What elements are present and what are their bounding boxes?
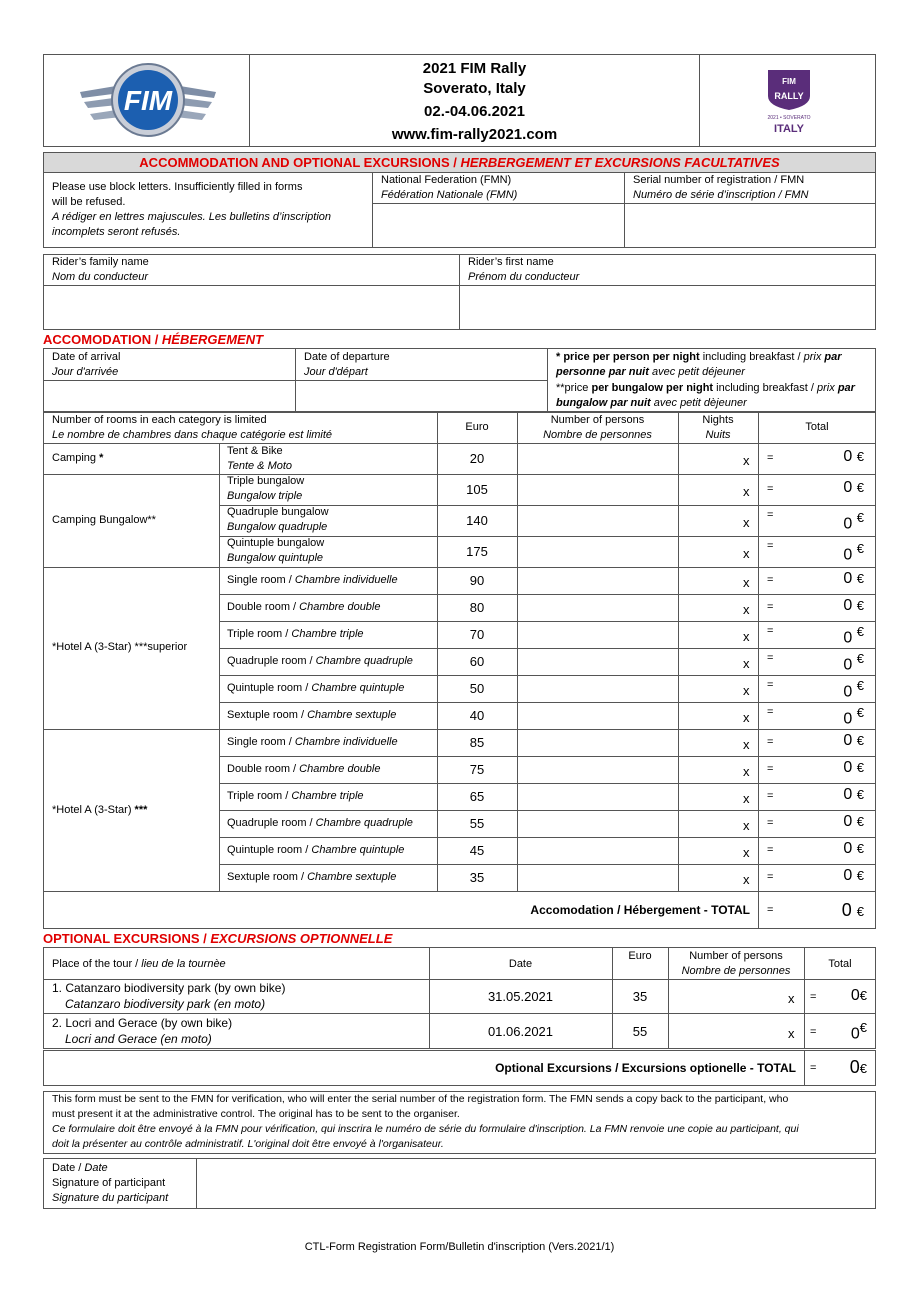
row-total: 0 € [843, 570, 864, 587]
mult-sign: x [743, 818, 750, 833]
col-nights-fr: Nuits [705, 429, 731, 441]
mult-sign: x [743, 764, 750, 779]
equals-sign: = [767, 817, 774, 829]
mult-sign: x [743, 575, 750, 590]
row-label: Triple bungalow [227, 475, 305, 487]
row-label: Double room / Chambre double [227, 763, 381, 775]
rally-logo-small: 2021 • SOVERATO [767, 115, 811, 121]
excursion-date: 31.05.2021 [487, 989, 554, 1004]
row-price: 45 [469, 843, 485, 858]
row-price: 140 [466, 513, 488, 528]
col-date: Date [508, 958, 533, 970]
note-en-2: must present it at the administrative control. The original has to be sent to the organiser. [52, 1108, 460, 1120]
family-name-label-fr: Nom du conducteur [52, 271, 148, 283]
col-persons: Number of persons [550, 414, 645, 426]
fmn-label: National Federation (FMN) [381, 174, 512, 186]
group-hotel-a: *Hotel A (3-Star) *** [52, 804, 148, 816]
serial-label-fr: Numéro de série d’inscription / FMN [633, 189, 809, 201]
event-website[interactable]: www.fim-rally2021.com [391, 126, 558, 143]
col-persons-fr: Nombre de personnes [543, 429, 652, 441]
mult-sign: x [788, 1026, 795, 1041]
first-name-label: Rider’s first name [468, 256, 554, 268]
row-price: 90 [469, 573, 485, 588]
col-total: Total [805, 421, 829, 433]
excursion-label: 1. Catanzaro biodiversity park (by own bike) [52, 981, 286, 995]
equals-sign: = [767, 452, 774, 464]
equals-sign: = [767, 540, 774, 552]
date-label: Date / Date [52, 1162, 108, 1174]
excursion-persons-field[interactable] [669, 1014, 783, 1048]
signature-field[interactable] [197, 1159, 875, 1208]
equals-sign: = [767, 625, 774, 637]
excursion-total: 0€ [850, 987, 867, 1004]
row-total: 0 € [843, 732, 864, 749]
event-title: 2021 FIM Rally [422, 60, 527, 77]
row-price: 85 [469, 735, 485, 750]
equals-sign: = [767, 509, 774, 521]
fim-logo-text: FIM [123, 85, 173, 116]
row-label: Single room / Chambre individuelle [227, 574, 398, 586]
mult-sign: x [743, 737, 750, 752]
persons-field[interactable] [518, 865, 678, 891]
persons-field[interactable] [518, 811, 678, 837]
family-name-field[interactable] [44, 286, 459, 329]
equals-sign: = [810, 1062, 817, 1074]
persons-field[interactable] [518, 838, 678, 864]
row-total: 0 € [843, 651, 864, 674]
arrival-label-fr: Jour d'arrivée [52, 366, 119, 378]
mult-sign: x [743, 453, 750, 468]
persons-field[interactable] [518, 444, 678, 474]
row-price: 75 [469, 762, 485, 777]
group-hotel-superior: *Hotel A (3-Star) ***superior [52, 641, 188, 653]
departure-label: Date of departure [304, 351, 390, 363]
row-total: 0 € [843, 597, 864, 614]
departure-field[interactable] [296, 381, 547, 411]
equals-sign: = [767, 483, 774, 495]
equals-sign: = [767, 904, 774, 916]
persons-field[interactable] [518, 622, 678, 648]
excursion-label: 2. Locri and Gerace (by own bike) [52, 1016, 233, 1030]
col-persons: Number of persons [689, 950, 783, 962]
row-label: Sextuple room / Chambre sextuple [227, 709, 397, 721]
persons-field[interactable] [518, 757, 678, 783]
row-label-fr: Tente & Moto [227, 460, 293, 472]
signature-label: Signature of participant [52, 1177, 166, 1189]
row-price: 55 [469, 816, 485, 831]
equals-sign: = [767, 763, 774, 775]
rally-logo-country: ITALY [774, 123, 804, 135]
row-label-fr: Bungalow quadruple [227, 521, 328, 533]
row-price: 65 [469, 789, 485, 804]
row-label: Triple room / Chambre triple [227, 628, 364, 640]
page-footer: CTL-Form Registration Form/Bulletin d'inscription (Vers.2021/1) [304, 1241, 615, 1253]
fim-logo [78, 62, 218, 138]
persons-field[interactable] [518, 475, 678, 505]
accommodation-total-value: 0 € [841, 900, 864, 920]
row-total: 0 € [843, 759, 864, 776]
departure-label-fr: Jour d'départ [304, 366, 368, 378]
row-label-fr: Bungalow triple [227, 490, 303, 502]
instructions-en-1: Please use block letters. Insufficiently filled in forms [52, 181, 303, 193]
mult-sign: x [743, 656, 750, 671]
excursion-label-fr: Locri and Gerace (en moto) [65, 1032, 212, 1046]
row-label: Quintuple room / Chambre quintuple [227, 682, 405, 694]
row-price: 35 [469, 870, 485, 885]
accommodation-title: ACCOMODATION / HÉBERGEMENT [43, 332, 264, 347]
row-total: 0 € [843, 813, 864, 830]
row-price: 60 [469, 654, 485, 669]
price-note-person: * price per person per night including breakfast / prix par [556, 351, 842, 363]
equals-sign: = [767, 706, 774, 718]
limit-note-fr: Le nombre de chambres dans chaque catégorie est limité [52, 429, 333, 441]
row-label: Quintuple bungalow [227, 537, 325, 549]
row-price: 40 [469, 708, 485, 723]
row-total: 0 € [843, 510, 864, 533]
equals-sign: = [767, 871, 774, 883]
col-persons-fr: Nombre de personnes [681, 965, 791, 977]
row-label: Quadruple room / Chambre quadruple [227, 817, 413, 829]
excursion-date: 01.06.2021 [487, 1024, 554, 1039]
row-total: 0 € [843, 479, 864, 496]
mult-sign: x [743, 546, 750, 561]
fmn-label-fr: Fédération Nationale (FMN) [381, 189, 518, 201]
col-euro: Euro [465, 421, 489, 433]
note-fr-2: doit la présenter au contrôle administratif. L'original doit être envoyé à l'organisateur. [52, 1138, 444, 1150]
persons-field[interactable] [518, 537, 678, 567]
price-note-bungalow-2: bungalow par nuit avec petit dèjeuner [556, 397, 747, 409]
persons-field[interactable] [518, 506, 678, 536]
family-name-label: Rider’s family name [52, 256, 149, 268]
row-total: 0 € [843, 624, 864, 647]
rally-logo-mid: RALLY [774, 91, 804, 101]
instructions-en-2: will be refused. [52, 196, 126, 208]
persons-field[interactable] [518, 649, 678, 675]
col-place: Place of the tour / lieu de la tournèe [52, 958, 226, 970]
row-price: 50 [469, 681, 485, 696]
note-en-1: This form must be sent to the FMN for verification, who will enter the serial number of the registration form. The FMN sends a copy back to the participant, who [52, 1093, 789, 1105]
persons-field[interactable] [518, 676, 678, 702]
row-total: 0 € [843, 786, 864, 803]
section-title: ACCOMMODATION AND OPTIONAL EXCURSIONS / HERBERGEMENT ET EXCURSIONS FACULTATIVES [139, 155, 780, 170]
signature-label-fr: Signature du participant [52, 1192, 169, 1204]
row-price: 20 [469, 451, 485, 466]
row-total: 0 € [843, 840, 864, 857]
row-total: 0 € [843, 541, 864, 564]
note-fr-1: Ce formulaire doit être envoyé à la FMN pour vérification, qui inscrira le numéro de série du formulaire d'inscription. La FMN renvoie une copie au participant, qui [52, 1123, 799, 1135]
excursion-total: 0€ [850, 1020, 867, 1043]
first-name-field[interactable] [460, 286, 875, 329]
price-note-bungalow: **price per bungalow per night including breakfast / prix par [556, 382, 855, 394]
persons-field[interactable] [518, 568, 678, 594]
equals-sign: = [810, 1026, 817, 1038]
limit-note: Number of rooms in each category is limited [52, 414, 267, 426]
persons-field[interactable] [518, 730, 678, 756]
excursions-total-value: 0€ [849, 1057, 867, 1077]
row-label: Double room / Chambre double [227, 601, 381, 613]
first-name-label-fr: Prénom du conducteur [468, 271, 580, 283]
mult-sign: x [743, 484, 750, 499]
event-location: Soverato, Italy [423, 80, 526, 97]
equals-sign: = [810, 991, 817, 1003]
row-total: 0 € [843, 867, 864, 884]
arrival-field[interactable] [44, 381, 295, 411]
price-note-person-2: personne par nuit avec petit déjeuner [556, 366, 745, 378]
mult-sign: x [743, 515, 750, 530]
persons-field[interactable] [518, 784, 678, 810]
equals-sign: = [767, 679, 774, 691]
equals-sign: = [767, 574, 774, 586]
row-label: Tent & Bike [227, 445, 283, 457]
event-dates: 02.-04.06.2021 [424, 103, 525, 120]
mult-sign: x [743, 845, 750, 860]
mult-sign: x [743, 683, 750, 698]
row-label: Sextuple room / Chambre sextuple [227, 871, 397, 883]
equals-sign: = [767, 601, 774, 613]
excursion-price: 55 [632, 1024, 648, 1039]
col-total: Total [828, 958, 852, 970]
row-label: Triple room / Chambre triple [227, 790, 364, 802]
excursion-persons-field[interactable] [669, 980, 783, 1013]
row-label-fr: Bungalow quintuple [227, 552, 324, 564]
mult-sign: x [788, 991, 795, 1006]
col-euro: Euro [628, 950, 652, 962]
group-bungalow: Camping Bungalow** [52, 514, 156, 526]
row-label: Quadruple bungalow [227, 506, 329, 518]
mult-sign: x [743, 629, 750, 644]
equals-sign: = [767, 844, 774, 856]
equals-sign: = [767, 790, 774, 802]
serial-label: Serial number of registration / FMN [633, 174, 805, 186]
col-nights: Nights [702, 414, 734, 426]
row-label: Quintuple room / Chambre quintuple [227, 844, 405, 856]
row-total: 0 € [843, 678, 864, 701]
instructions-fr-1: A rédiger en lettres majuscules. Les bulletins d’inscription [52, 211, 332, 223]
excursions-total-label: Optional Excursions / Excursions optionelle - TOTAL [495, 1061, 796, 1075]
group-camping: Camping * [52, 452, 104, 464]
persons-field[interactable] [518, 595, 678, 621]
row-total: 0 € [843, 448, 864, 465]
rally-logo [758, 66, 820, 138]
row-price: 70 [469, 627, 485, 642]
mult-sign: x [743, 872, 750, 887]
accommodation-total-label: Accomodation / Hébergement - TOTAL [530, 903, 750, 917]
fmn-field[interactable] [373, 204, 624, 247]
serial-field[interactable] [625, 204, 875, 247]
excursion-label-fr: Catanzaro biodiversity park (en moto) [65, 997, 266, 1011]
excursions-title: OPTIONAL EXCURSIONS / EXCURSIONS OPTIONNELLE [43, 931, 393, 946]
row-total: 0 € [843, 705, 864, 728]
rally-logo-top: FIM [782, 77, 796, 86]
persons-field[interactable] [518, 703, 678, 729]
row-price: 80 [469, 600, 485, 615]
mult-sign: x [743, 602, 750, 617]
instructions-fr-2: incomplets seront refusés. [52, 226, 181, 238]
row-price: 105 [466, 482, 488, 497]
excursion-price: 35 [632, 989, 648, 1004]
equals-sign: = [767, 736, 774, 748]
equals-sign: = [767, 652, 774, 664]
row-label: Single room / Chambre individuelle [227, 736, 398, 748]
arrival-label: Date of arrival [52, 351, 121, 363]
row-label: Quadruple room / Chambre quadruple [227, 655, 413, 667]
row-price: 175 [466, 544, 488, 559]
mult-sign: x [743, 710, 750, 725]
mult-sign: x [743, 791, 750, 806]
